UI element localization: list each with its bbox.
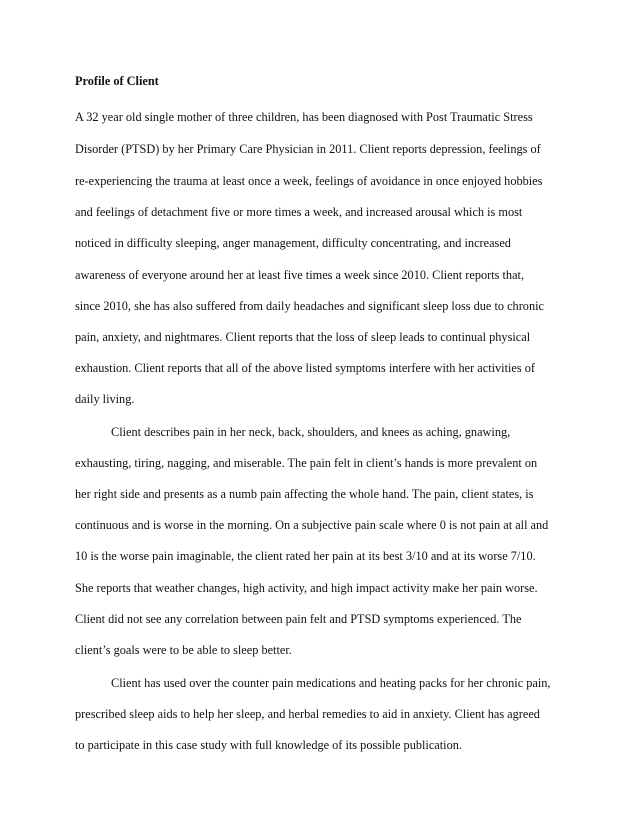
paragraph-3-line-1: Client has used over the counter pain medications and heating packs for her chronic pain, <box>111 676 551 690</box>
paragraph-2-line-8: client’s goals were to be able to sleep better. <box>75 643 292 657</box>
section-heading: Profile of Client <box>75 74 159 88</box>
paragraph-3-line-3: to participate in this case study with full knowledge of its possible publication. <box>75 738 462 752</box>
paragraph-1-line-4: and feelings of detachment five or more times a week, and increased arousal which is most <box>75 205 523 219</box>
paragraph-1-line-7: since 2010, she has also suffered from daily headaches and significant sleep loss due to chronic <box>75 299 544 313</box>
paragraph-1-line-9: exhaustion. Client reports that all of the above listed symptoms interfere with her activities of <box>75 361 535 375</box>
paragraph-1-line-8: pain, anxiety, and nightmares. Client reports that the loss of sleep leads to continual physical <box>75 330 531 344</box>
paragraph-1-line-3: re-experiencing the trauma at least once a week, feelings of avoidance in once enjoyed hobbies <box>75 174 543 188</box>
paragraph-1-line-1: A 32 year old single mother of three children, has been diagnosed with Post Traumatic Stress <box>75 110 533 124</box>
paragraph-2-line-5: 10 is the worse pain imaginable, the client rated her pain at its best 3/10 and at its worse 7/10. <box>75 549 536 563</box>
paragraph-1-line-10: daily living. <box>75 392 135 406</box>
paragraph-2-line-4: continuous and is worse in the morning. On a subjective pain scale where 0 is not pain at all and <box>75 518 549 532</box>
paragraph-2-line-1: Client describes pain in her neck, back, shoulders, and knees as aching, gnawing, <box>111 425 511 439</box>
paragraph-2-line-2: exhausting, tiring, nagging, and miserable. The pain felt in client’s hands is more prevalent on <box>75 456 538 470</box>
paragraph-1-line-2: Disorder (PTSD) by her Primary Care Physician in 2011. Client reports depression, feelings of <box>75 142 541 156</box>
paragraph-2-line-7: Client did not see any correlation between pain felt and PTSD symptoms experienced. The <box>75 612 522 626</box>
paragraph-1-line-5: noticed in difficulty sleeping, anger management, difficulty concentrating, and increased <box>75 236 511 250</box>
paragraph-2-line-3: her right side and presents as a numb pain affecting the whole hand. The pain, client states, is <box>75 487 534 501</box>
paragraph-1-line-6: awareness of everyone around her at least five times a week since 2010. Client reports that, <box>75 268 525 282</box>
paragraph-2-line-6: She reports that weather changes, high activity, and high impact activity make her pain worse. <box>75 581 538 595</box>
paragraph-3-line-2: prescribed sleep aids to help her sleep, and herbal remedies to aid in anxiety. Client has agreed <box>75 707 540 721</box>
